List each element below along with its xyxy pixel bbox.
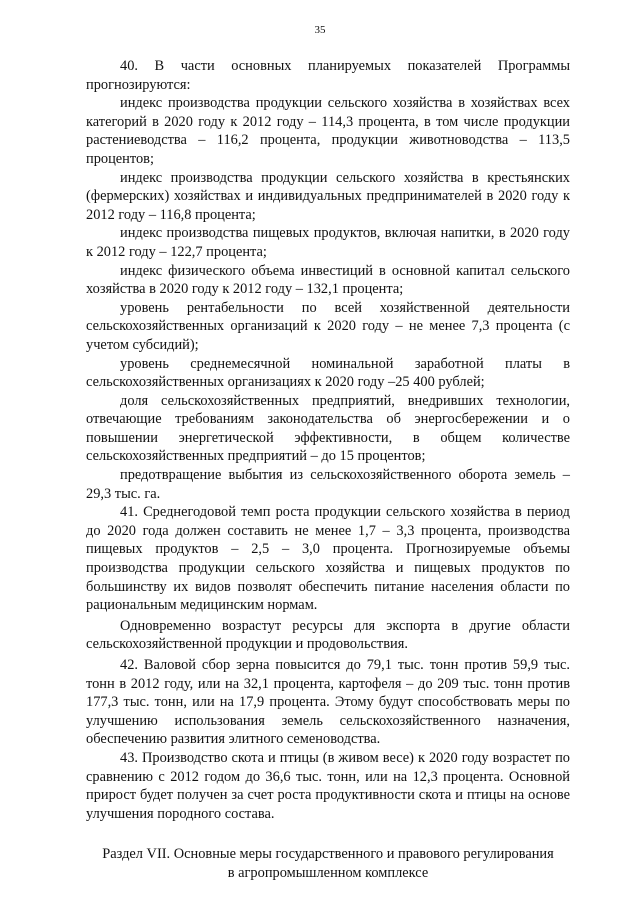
indicator-food-index: индекс производства пищевых продуктов, включая напитки, в 2020 году к 2012 году – 122,7 процента; xyxy=(86,225,570,260)
document-body xyxy=(86,57,570,883)
paragraph-41: 41. Среднегодовой темп роста продукции сельского хозяйства в период до 2020 года должен составить не менее 1,7 – 3,3 процента, производства пищевых продуктов – 2,5 – 3,0 процента. Прогнозируемые объемы производства продукции сельского хозяйства и пищевых продуктов по большинству их видов позволят обеспечить питание населения области по рациональным медицинским нормам. xyxy=(86,504,570,614)
indicator-energy-efficiency: доля сельскохозяйственных предприятий, внедривших технологии, отвечающие требованиям законодательства об энергосбережении и о повышении энергетической эффективности, в общем количестве сельскохозяйственных предприятий – до 15 процентов; xyxy=(86,392,570,465)
indicator-salary: уровень среднемесячной номинальной заработной платы в сельскохозяйственных организациях к 2020 году –25 400 рублей; xyxy=(86,355,570,391)
page-number: 35 xyxy=(314,24,326,36)
indicator-investment-index: индекс физического объема инвестиций в основной капитал сельского хозяйства в 2020 году к 2012 году – 132,1 процента; xyxy=(86,262,570,298)
section-title-line-2: в агропромышленном комплексе xyxy=(227,864,429,881)
indicator-land-retention: предотвращение выбытия из сельскохозяйственного оборота земель – 29,3 тыс. га. xyxy=(86,467,570,502)
paragraph-40: 40. В части основных планируемых показателей Программы прогнозируются: xyxy=(86,58,570,93)
paragraph-42: 42. Валовой сбор зерна повысится до 79,1 тыс. тонн против 59,9 тыс. тонн в 2012 году, или на 32,1 процента, картофеля – до 209 тыс. тонн против 177,3 тыс. тонн, или на 17,9 процента. Этому будут способствовать меры по улучшению использования земель сельскохозяйственного назначения, обеспечению развития элитного семеноводства. xyxy=(86,657,570,748)
indicator-farm-index: индекс производства продукции сельского хозяйства в крестьянских (фермерских) хозяйствах и индивидуальных предпринимателей в 2020 году к 2012 году – 116,8 процента; xyxy=(86,169,570,223)
section-title xyxy=(86,845,570,882)
paragraph-export: Одновременно возрастут ресурсы для экспорта в другие области сельскохозяйственной продукции и продовольствия. xyxy=(86,617,570,653)
indicator-agri-index: индекс производства продукции сельского хозяйства в хозяйствах всех категорий в 2020 году к 2012 году – 114,3 процента, в том числе продукции растениеводства – 116,2 процента, продукции животноводства – 113,5 процентов; xyxy=(86,95,570,167)
paragraph-43: 43. Производство скота и птицы (в живом весе) к 2020 году возрастет по сравнению с 2012 годом до 36,6 тыс. тонн, или на 12,3 процента. Основной прирост будет получен за счет роста продуктивности скота и птицы на основе улучшения породного состава. xyxy=(86,749,570,822)
indicator-profitability: уровень рентабельности по всей хозяйственной деятельности сельскохозяйственных организаций к 2020 году – не менее 7,3 процента (с учетом субсидий); xyxy=(86,299,570,353)
section-title-line-1: Раздел VII. Основные меры государственного и правового регулирования xyxy=(102,846,554,863)
